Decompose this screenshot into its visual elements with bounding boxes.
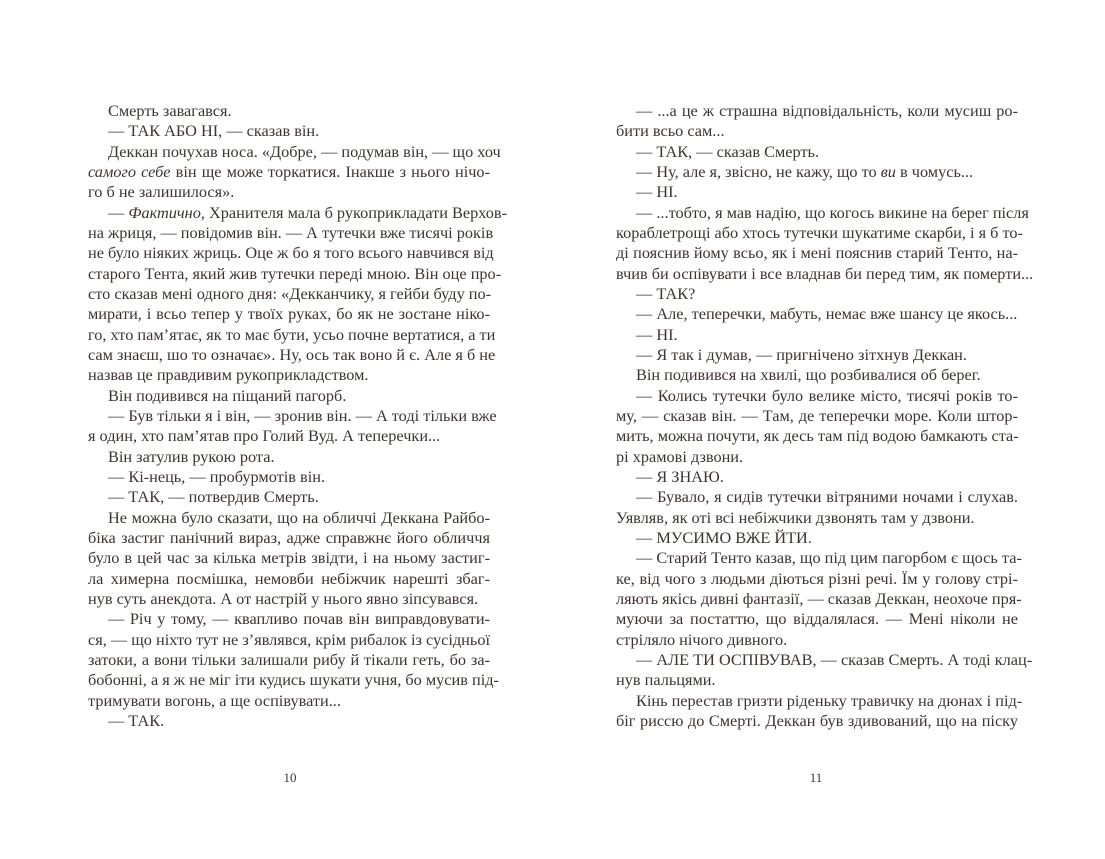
text-segment: він ще може торкатися. Інакше з нього нічо- [170,161,490,181]
text-line: не було ніяких жриць. Оце ж бо я того всього навчився від [88,243,494,263]
text-line: стріляло нічого дивного. [616,629,788,649]
text-line: біг риссю до Смерті. Деккан був здивований, що на піску [616,710,1018,730]
text-line: мить, можна почути, як десь там під водою бамкають ста- [616,426,1019,446]
text-line: — Був тільки я і він, — зронив він. — А тоді тільки вже [108,405,497,425]
text-line: — ...тобто, я мав надію, що когось викине на берег після [636,202,1029,222]
text-line: го б не залишилося». [88,182,235,202]
text-line: сто сказав мені одного дня: «Декканчику, я гейби буду по- [88,283,492,303]
text-line [88,162,490,182]
text-line: ляють якісь дивні фантазії, — сказав Деккан, неохоче пря- [616,588,1022,608]
text-line: Смерть завагався. [108,101,232,120]
text-line [88,202,508,223]
text-line: мирати, і всьо тепер у твоїх руках, бо як не зостане ніко- [88,304,490,324]
text-line: кораблетрощі або хтось тутечки шукатиме скарби, і я б то- [616,222,1023,242]
text-line: було в цей час за кілька метрів звідти, і на ньому застиг- [88,548,490,568]
text-line: — Бувало, я сидів тутечки вітряними ночами і слухав. [636,487,1018,507]
text-line: — ТАК, — сказав Смерть. [636,141,820,161]
text-line: я один, хто пам’ятав про Голий Вуд. А теперечки... [88,426,441,446]
text-line: — ...а це ж страшна відповідальність, коли мусиш ро- [636,101,1018,120]
text-line: — Але, теперечки, мабуть, немає вже шансу це якось... [636,304,1018,324]
text-line: на жриця, — повідомив він. — А тутечки вже тисячі років [88,222,494,242]
text-line: — НІ. [636,324,678,344]
text-line: бобонні, а я ж не міг іти кудись шукати учня, бо мусив під- [88,670,499,690]
text-line: Кінь перестав гризти ріденьку травичку на дюнах і під- [636,690,1023,710]
text-line: — ТАК. [108,710,165,730]
text-line: рі храмові дзвони. [616,446,744,466]
text-line: Він подивився на піщаний пагорб. [108,385,347,405]
italic-text: самого себе [88,161,171,181]
text-line: нув пальцями. [616,670,716,690]
text-line: ді пояснив йому всьо, як і мені пояснив старий Тенто, на- [616,243,1018,263]
text-line: бити всьо сам... [616,121,725,141]
italic-text: ви [880,161,896,181]
text-segment: в чомусь... [895,161,974,181]
text-line: — Старий Тенто казав, що під цим пагорбом є щось та- [636,548,1022,568]
text-line: го, хто пам’ятає, як то має бути, усьо почне вертатися, а ти [88,324,496,344]
text-line: ся, — що ніхто тут не з’являвся, крім рибалок із сусідньої [88,629,490,649]
text-line: нув суть анекдота. А от настрій у нього явно зіпсувався. [88,588,479,608]
text-line: Деккан почухав носа. «Добре, — подумав він, — що хоч [108,141,501,161]
text-line: ла химерна посмішка, немовби небіжчик нарешті збаг- [88,568,490,588]
text-line: — Кі-нець, — пробурмотів він. [108,466,326,486]
text-line: ке, від чого з людьми діються різні речі. Їм у голову стрі- [616,568,1018,588]
text-line: — АЛЕ ТИ ОСПІВУВАВ, — сказав Смерть. А тоді клац- [636,649,1033,669]
page-number-right: 11 [809,770,823,785]
text-line: тримувати вогонь, а ще оспівувати... [88,690,341,710]
text-line: — Я так і думав, — пригнічено зітхнув Деккан. [636,344,967,364]
text-line: сам знаєш, шо то означає». Ну, ось так воно й є. Але я б не [88,344,496,364]
text-line: затоки, а вони тільки залишали рибу й тікали геть, бо за- [88,649,490,669]
right-page-text [616,101,1034,731]
text-line: біка застиг панічний вираз, адже справжнє його обличчя [88,527,490,547]
text-line: старого Тента, який жив тутечки переді мною. Він оце про- [88,263,502,283]
text-line: — ТАК, — потвердив Смерть. [108,487,319,507]
text-segment: — Ну, але я, звісно, не кажу, що то [636,161,881,181]
text-segment: — [108,202,129,222]
text-line [616,162,1018,182]
text-line: — Я ЗНАЮ. [636,466,724,486]
text-line: — Річ у тому, — квапливо почав він виправдовувати- [108,609,490,629]
text-line: му, — сказав він. — Там, де теперечки море. Коли штор- [616,405,1018,425]
text-line: Не можна було сказати, що на обличчі Деккана Райбо- [108,507,490,527]
text-line: — Колись тутечки було велике місто, тисячі років то- [636,385,1018,405]
italic-text: Фактично, [128,202,205,222]
page-number-left: 10 [283,770,297,785]
text-line: — ТАК? [636,283,696,303]
text-line: — МУСИМО ВЖЕ ЙТИ. [636,527,812,547]
text-line: Уявляв, як оті всі небіжчики дзвонять там у дзвони. [616,507,975,527]
text-segment: Хранителя мала б рукоприкладати Верхов- [204,202,508,222]
text-line: — НІ. [636,182,678,202]
left-page-text [88,101,508,731]
text-line: — ТАК АБО НІ, — сказав він. [108,121,320,141]
text-line: вчив би оспівувати і все владнав би перед тим, як померти... [616,263,1034,283]
text-line: Він затулив рукою рота. [108,446,275,466]
text-line: муючи за постаттю, що віддалялася. — Мені ніколи не [616,609,1018,629]
text-line: Він подивився на хвилі, що розбивалися об берег. [636,365,981,385]
text-line: назвав це правдивим рукоприкладством. [88,365,369,385]
